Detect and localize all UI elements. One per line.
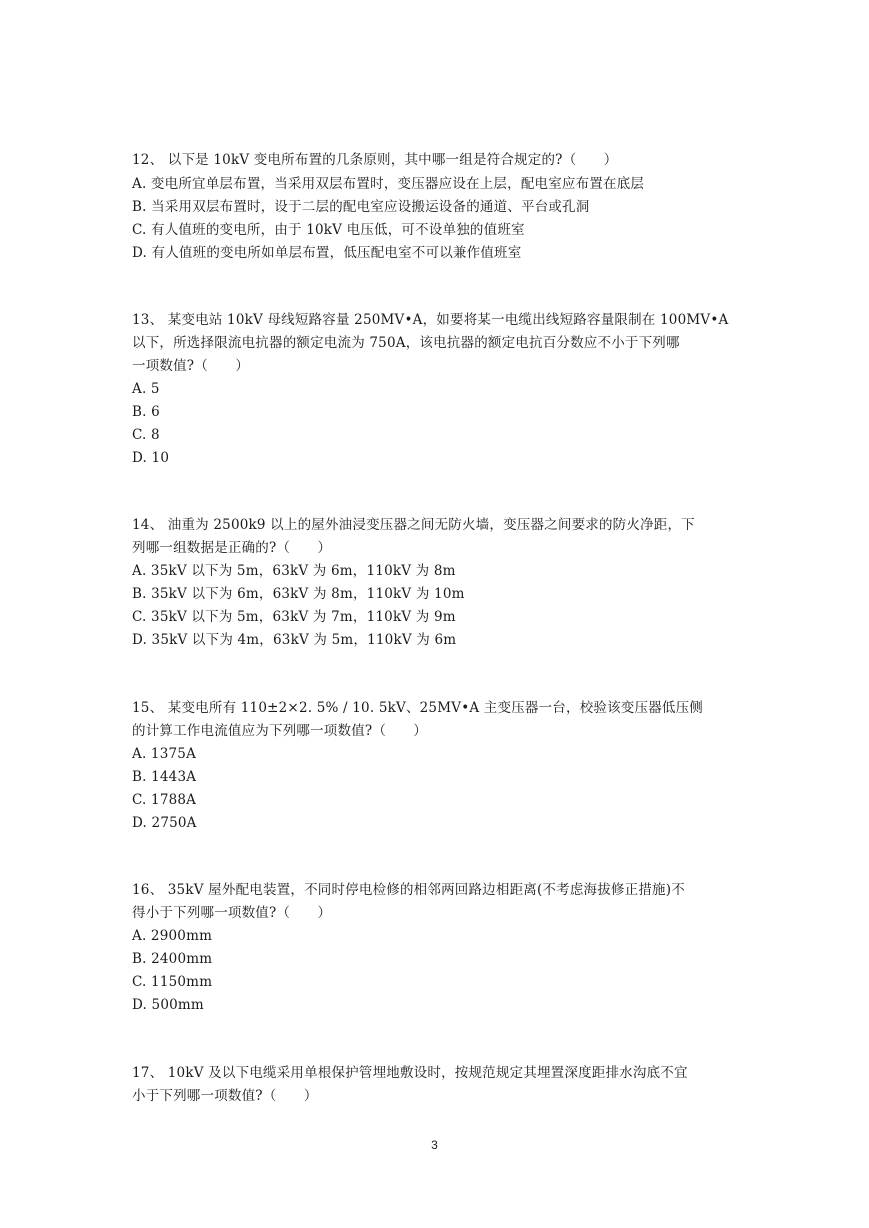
question-16-stem-line-2: 得小于下列哪一项数值?（ ） bbox=[132, 905, 332, 921]
question-15-stem-line-1: 15、 某变电所有 110±2×2. 5% / 10. 5kV、25MV•A 主变压器一台，校验该变压器低压侧 bbox=[132, 700, 703, 716]
question-12-option-a: A. 变电所宜单层布置，当采用双层布置时，变压器应设在上层，配电室应布置在底层 bbox=[132, 176, 645, 192]
question-16-option-b: B. 2400mm bbox=[132, 951, 213, 967]
question-13-stem-line-1: 13、 某变电站 10kV 母线短路容量 250MV•A，如要将某一电缆出线短路容量限制在 100MV•A bbox=[132, 312, 729, 328]
question-14-stem-line-1: 14、 油重为 2500k9 以上的屋外油浸变压器之间无防火墙，变压器之间要求的防火净距，下 bbox=[132, 517, 695, 533]
question-12-option-c: C. 有人值班的变电所，由于 10kV 电压低，可不设单独的值班室 bbox=[132, 222, 525, 238]
question-17-stem-line-1: 17、 10kV 及以下电缆采用单根保护管埋地敷设时，按规范规定其埋置深度距排水沟底不宜 bbox=[132, 1065, 688, 1081]
question-14-stem-line-2: 列哪一组数据是正确的?（ ） bbox=[132, 540, 332, 556]
question-15-option-a: A. 1375A bbox=[132, 746, 197, 762]
question-16-option-a: A. 2900mm bbox=[132, 928, 213, 944]
question-16-option-d: D. 500mm bbox=[132, 997, 204, 1013]
question-15-option-d: D. 2750A bbox=[132, 815, 197, 831]
question-16-option-c: C. 1150mm bbox=[132, 974, 213, 990]
question-17-stem-line-2: 小于下列哪一项数值?（ ） bbox=[132, 1088, 318, 1104]
question-12-option-d: D. 有人值班的变电所如单层布置，低压配电室不可以兼作值班室 bbox=[132, 245, 522, 261]
question-13-stem-line-2: 以下，所选择限流电抗器的额定电流为 750A，该电抗器的额定电抗百分数应不小于下列哪 bbox=[132, 335, 680, 351]
question-16-stem-line-1: 16、 35kV 屋外配电装置，不同时停电检修的相邻两回路边相距离(不考虑海拔修正措施)不 bbox=[132, 882, 685, 898]
question-13-option-c: C. 8 bbox=[132, 427, 160, 443]
question-14-option-b: B. 35kV 以下为 6m，63kV 为 8m，110kV 为 10m bbox=[132, 586, 465, 602]
question-12-option-b: B. 当采用双层布置时，设于二层的配电室应设搬运设备的通道、平台或孔洞 bbox=[132, 199, 590, 215]
page-number: 3 bbox=[431, 1138, 438, 1152]
question-14-option-c: C. 35kV 以下为 5m，63kV 为 7m，110kV 为 9m bbox=[132, 609, 456, 625]
question-14-option-d: D. 35kV 以下为 4m，63kV 为 5m，110kV 为 6m bbox=[132, 632, 457, 648]
question-13-option-a: A. 5 bbox=[132, 381, 160, 397]
question-14-option-a: A. 35kV 以下为 5m，63kV 为 6m，110kV 为 8m bbox=[132, 563, 456, 579]
question-15-option-b: B. 1443A bbox=[132, 769, 197, 785]
question-13-option-d: D. 10 bbox=[132, 450, 170, 466]
question-13-stem-line-3: 一项数值?（ ） bbox=[132, 358, 250, 374]
question-13-option-b: B. 6 bbox=[132, 404, 160, 420]
question-12-stem: 12、 以下是 10kV 变电所布置的几条原则，其中哪一组是符合规定的?（ ） bbox=[132, 152, 618, 168]
question-15-stem-line-2: 的计算工作电流值应为下列哪一项数值?（ ） bbox=[132, 723, 428, 739]
question-15-option-c: C. 1788A bbox=[132, 792, 197, 808]
